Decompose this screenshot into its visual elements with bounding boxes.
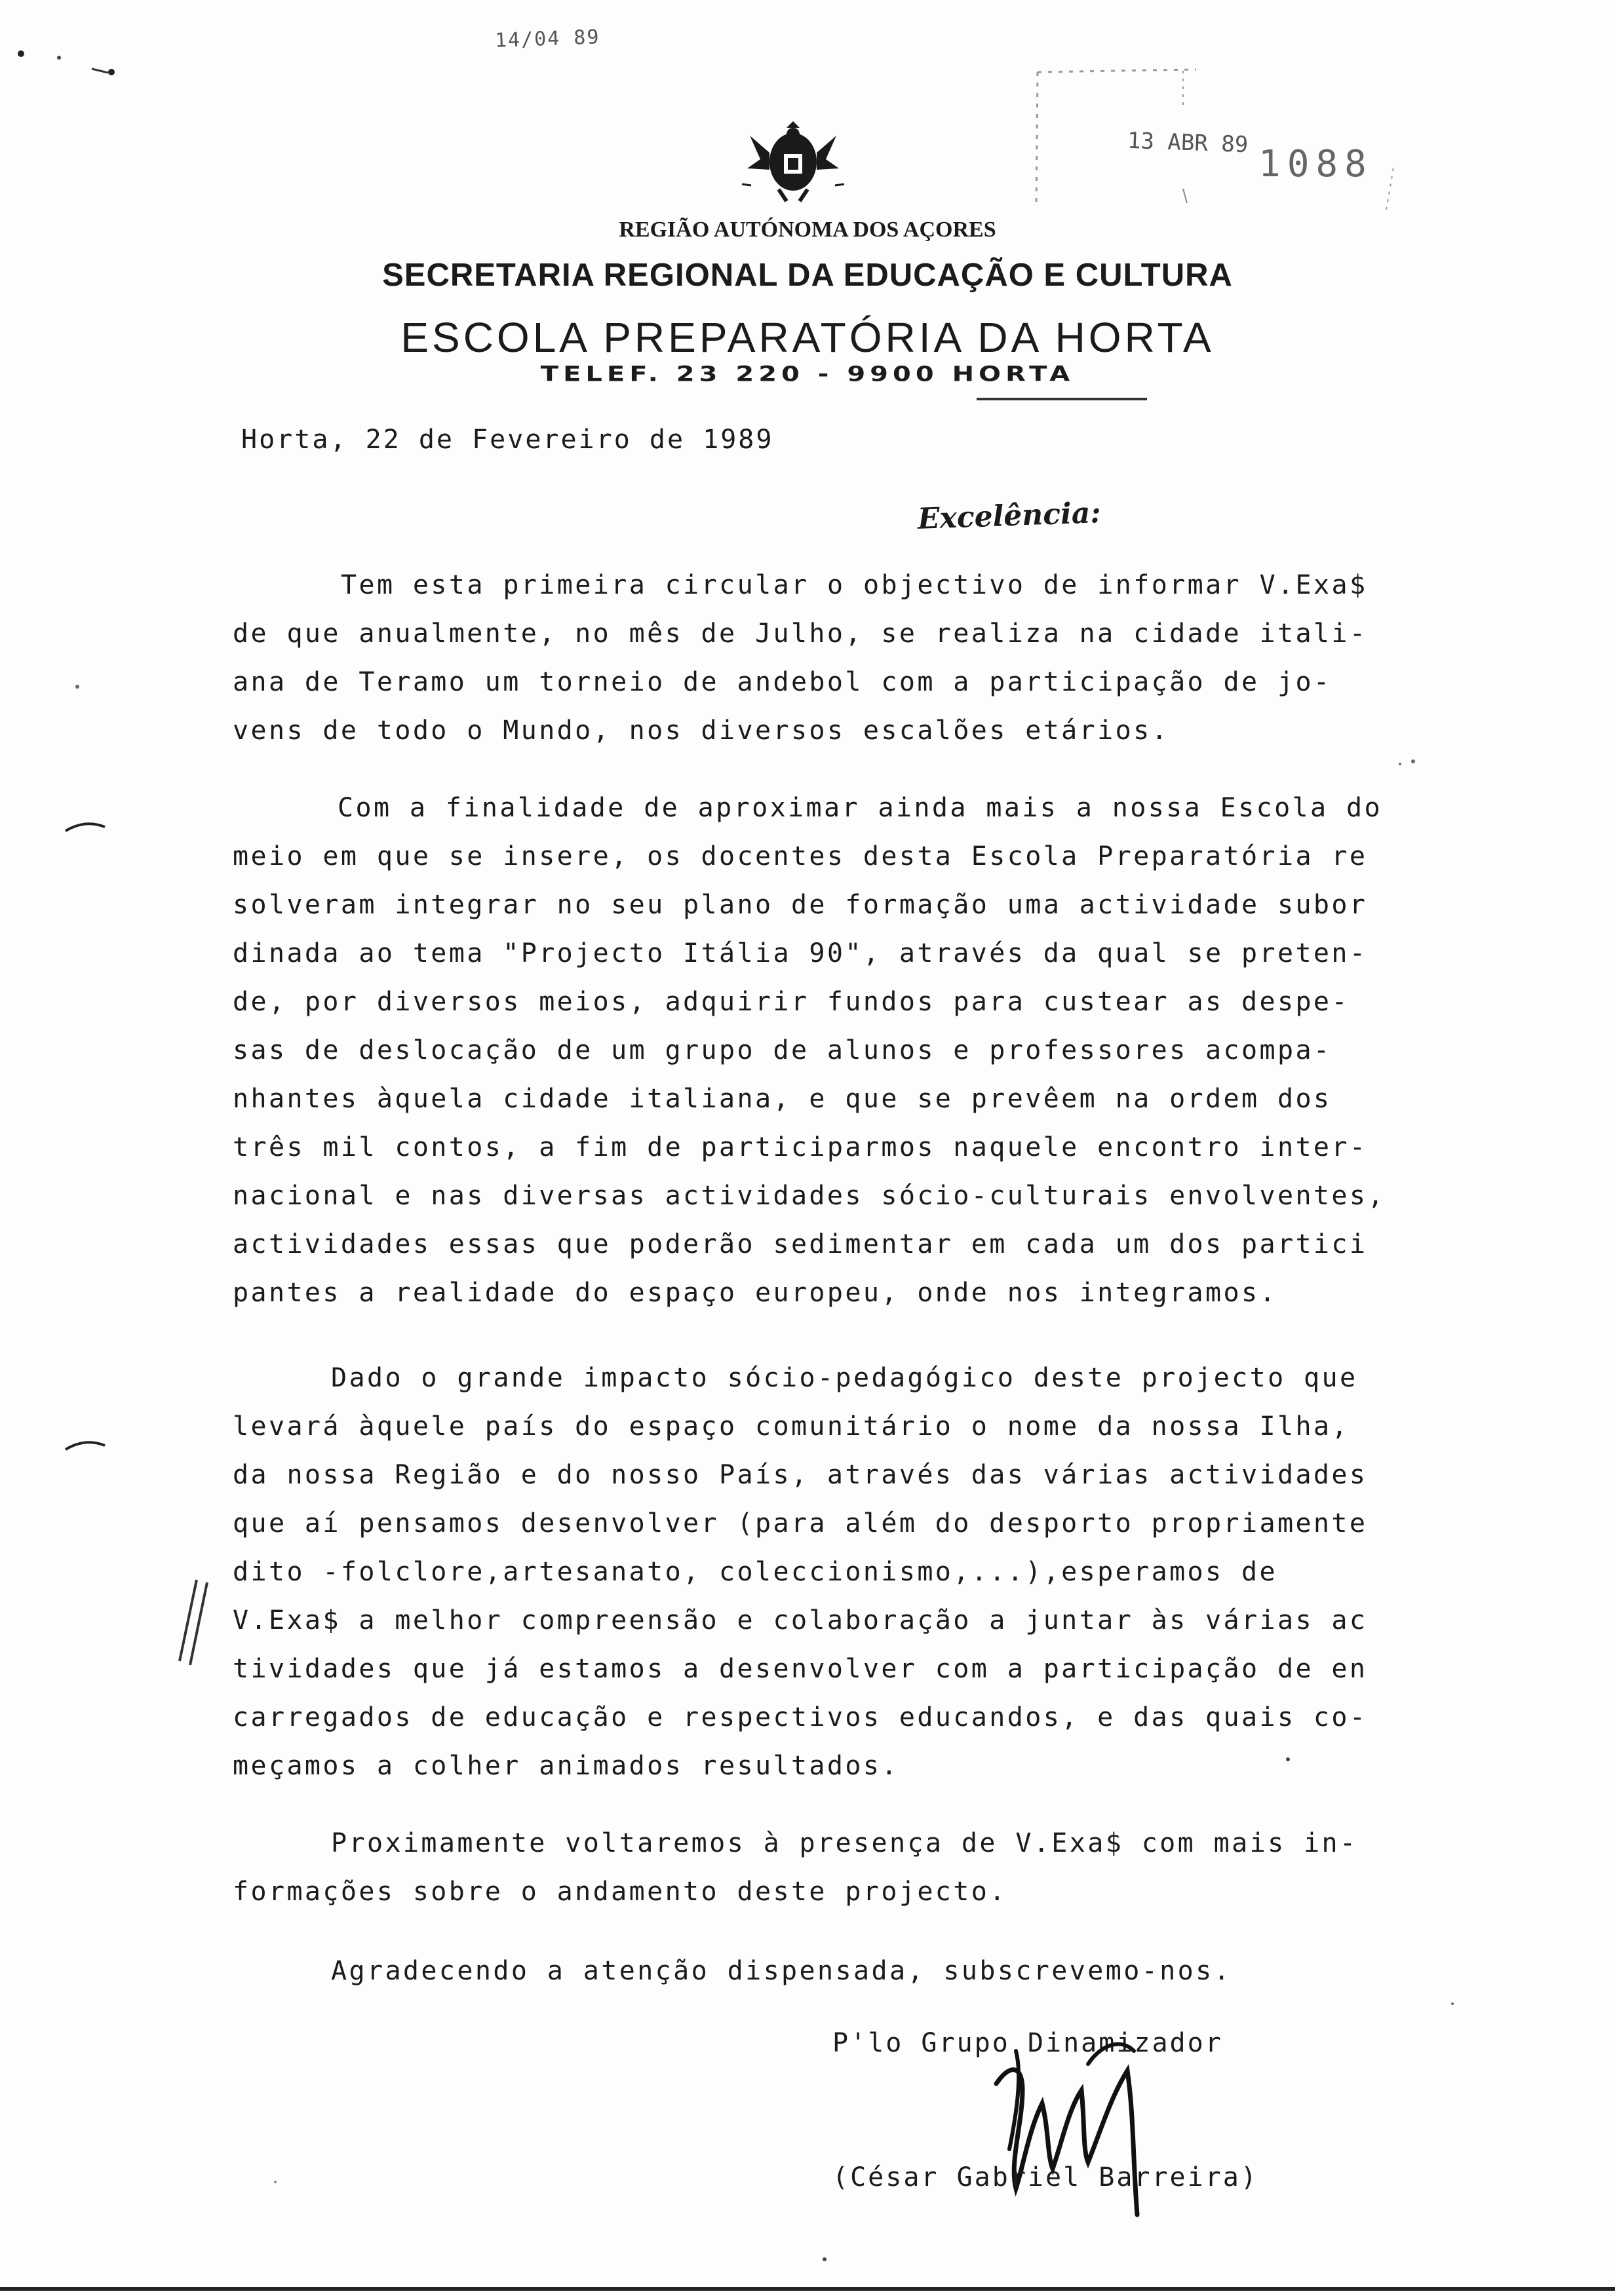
- signing-group: P'lo Grupo Dinamizador: [832, 2028, 1223, 2058]
- paragraph-4: [233, 1828, 1478, 1925]
- received-date: 13 ABR 89: [1127, 127, 1249, 159]
- paragraph-2: [233, 793, 1478, 1326]
- text-line: dito -folclore,artesanato, coleccionismo,...),esperamos de: [233, 1557, 1277, 1587]
- secretaria-heading: SECRETARIA REGIONAL DA EDUCAÇÃO E CULTURA: [382, 258, 1233, 293]
- text-line: levará àquele país do espaço comunitário o nome da nossa Ilha,: [233, 1411, 1350, 1442]
- paragraph-3: [233, 1363, 1478, 1799]
- text-line: três mil contos, a fim de participarmos naquele encontro inter-: [233, 1132, 1368, 1162]
- text-line: Agradecendo a atenção dispensada, subscrevemo-nos.: [331, 1956, 1232, 1986]
- text-line: Com a finalidade de aproximar ainda mais a nossa Escola do: [338, 793, 1382, 823]
- eagle-crest-icon: [741, 121, 846, 206]
- text-line: de, por diversos meios, adquirir fundos para custear as despe-: [233, 987, 1350, 1017]
- text-line: tividades que já estamos a desenvolver com a participação de en: [233, 1654, 1368, 1684]
- text-line: da nossa Região e do nosso País, através das várias actividades: [233, 1460, 1368, 1490]
- text-line: que aí pensamos desenvolver (para além do desporto propriamente: [233, 1508, 1368, 1539]
- bottom-rule: [0, 2287, 1615, 2291]
- received-number: 1088: [1258, 143, 1373, 185]
- text-line: Dado o grande impacto sócio-pedagógico deste projecto que: [331, 1363, 1358, 1393]
- paragraph-5: [233, 1956, 1478, 2004]
- school-heading: ESCOLA PREPARATÓRIA DA HORTA: [400, 314, 1215, 361]
- salutation: Excelência:: [917, 496, 1102, 536]
- text-line: solveram integrar no seu plano de formação uma actividade subor: [233, 890, 1368, 920]
- text-line: nhantes àquela cidade italiana, e que se prevêem na ordem dos: [233, 1084, 1332, 1114]
- text-line: meio em que se insere, os docentes desta Escola Preparatória re: [233, 841, 1368, 871]
- region-heading: REGIÃO AUTÓNOMA DOS AÇORES: [619, 218, 996, 242]
- paragraph-1: [233, 570, 1478, 764]
- text-line: formações sobre o andamento deste projecto.: [233, 1877, 1007, 1907]
- text-line: sas de deslocação de um grupo de alunos e professores acompa-: [233, 1035, 1332, 1065]
- text-line: Proximamente voltaremos à presença de V.Exa$ com mais in-: [331, 1828, 1358, 1858]
- text-line: dinada ao tema "Projecto Itália 90", através da qual se preten-: [233, 938, 1368, 968]
- text-line: nacional e nas diversas actividades sócio-culturais envolventes,: [233, 1181, 1386, 1211]
- phone-heading: TELEF. 23 220 - 9900 HORTA: [540, 362, 1075, 387]
- text-line: ana de Teramo um torneio de andebol com a participação de jo-: [233, 667, 1332, 697]
- margin-mark: [170, 1576, 223, 1668]
- text-line: de que anualmente, no mês de Julho, se realiza na cidade itali-: [233, 619, 1368, 649]
- text-line: meçamos a colher animados resultados.: [233, 1751, 899, 1781]
- text-line: carregados de educação e respectivos educandos, e das quais co-: [233, 1702, 1368, 1732]
- text-line: V.Exa$ a melhor compreensão e colaboração a juntar às várias ac: [233, 1605, 1368, 1636]
- heading-underline: [977, 398, 1147, 400]
- text-line: pantes a realidade do espaço europeu, onde nos integramos.: [233, 1278, 1277, 1308]
- text-line: vens de todo o Mundo, nos diversos escalões etários.: [233, 716, 1170, 746]
- letter-date: Horta, 22 de Fevereiro de 1989: [241, 425, 774, 455]
- signer-name: (César Gabriel Barreira): [832, 2162, 1258, 2192]
- handwritten-date: 14/04 89: [494, 26, 601, 52]
- text-line: Tem esta primeira circular o objectivo de informar V.Exa$: [341, 570, 1368, 600]
- text-line: actividades essas que poderão sedimentar em cada um dos partici: [233, 1229, 1368, 1259]
